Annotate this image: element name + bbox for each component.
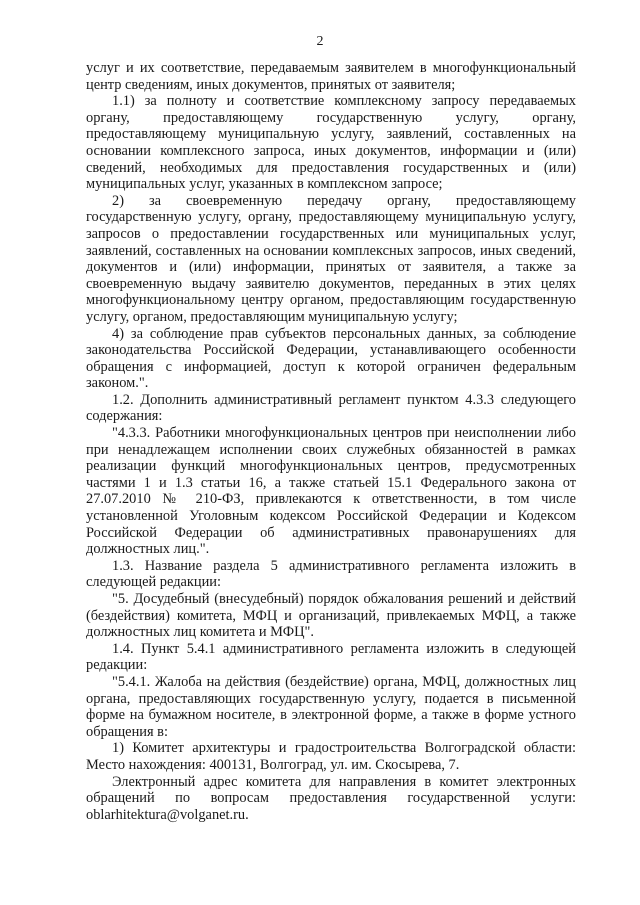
paragraph-1-2: 1.2. Дополнить административный регламент пунктом 4.3.3 следующего содержания: (86, 391, 576, 425)
paragraph-1-4: 1.4. Пункт 5.4.1 административного регламента изложить в следующей редакции: (86, 640, 576, 674)
paragraph-committee-address: 1) Комитет архитектуры и градостроительства Волгоградской области: Место нахождения: 400131, Волгоград, ул. им. Скосырева, 7. (86, 740, 576, 773)
paragraph-item-4: 4) за соблюдение прав субъектов персональных данных, за соблюдение законодательства Российской Федерации, устанавливающего особенности обращения с информацией, доступ к которой ограничен федеральным законом.". (86, 325, 576, 392)
page-number: 2 (316, 34, 324, 49)
paragraph-item-2: 2) за своевременную передачу органу, предоставляющему государственную услугу, органу, предоставляющему муниципальную услугу, запросов о предоставлении государственных или муниципальных услуг, заявлений, составленных на основании комплексных запросов, иных сведений, документов и (или) информации, принятых от заявителя, а также за своевременную выдачу заявителю документов, переданных в этих целях многофункциональному центру органом, предоставляющим государственную услугу, органом, предоставляющим муниципальную услугу; (86, 192, 576, 325)
paragraph-section-5-title: "5. Досудебный (внесудебный) порядок обжалования решений и действий (бездействия) комитета, МФЦ и организаций, привлекаемых МФЦ, а также должностных лиц комитета и МФЦ". (86, 591, 576, 641)
document-body (86, 60, 576, 823)
paragraph-committee-email: Электронный адрес комитета для направления в комитет электронных обращений по вопросам предоставления государственной услуги: oblarhitektura@volganet.ru. (86, 773, 576, 823)
paragraph-4-3-3: "4.3.3. Работники многофункциональных центров при неисполнении либо при ненадлежащем исполнении своих служебных обязанностей в рамках реализации функций многофункциональных центров, предусмотренных частями 1 и 1.3 статьи 16, а также статьей 15.1 Федерального закона от 27.07.2010 № 210-ФЗ, привлекаются к ответственности, в том числе установленной Уголовным кодексом Российской Федерации и Кодексом Российской Федерации об административных правонарушениях для должностных лиц.". (86, 425, 576, 558)
paragraph-continuation: услуг и их соответствие, передаваемым заявителем в многофункциональный центр сведениям, иных документов, принятых от заявителя; (86, 60, 576, 93)
paragraph-5-4-1: "5.4.1. Жалоба на действия (бездействие) органа, МФЦ, должностных лиц органа, предоставляющих государственную услугу, подается в письменной форме на бумажном носителе, в электронной форме, а также в форме устного обращения в: (86, 673, 576, 740)
paragraph-1-3: 1.3. Название раздела 5 административного регламента изложить в следующей редакции: (86, 557, 576, 591)
paragraph-item-1-1: 1.1) за полноту и соответствие комплексному запросу передаваемых органу, предоставляющему государственную услугу, органу, предоставляющему муниципальную услугу, заявлений, составленных на основании комплексного запроса, иных документов, информации и (или) сведений, необходимых для предоставления государственных и (или) муниципальных услуг, указанных в комплексном запросе; (86, 93, 576, 193)
